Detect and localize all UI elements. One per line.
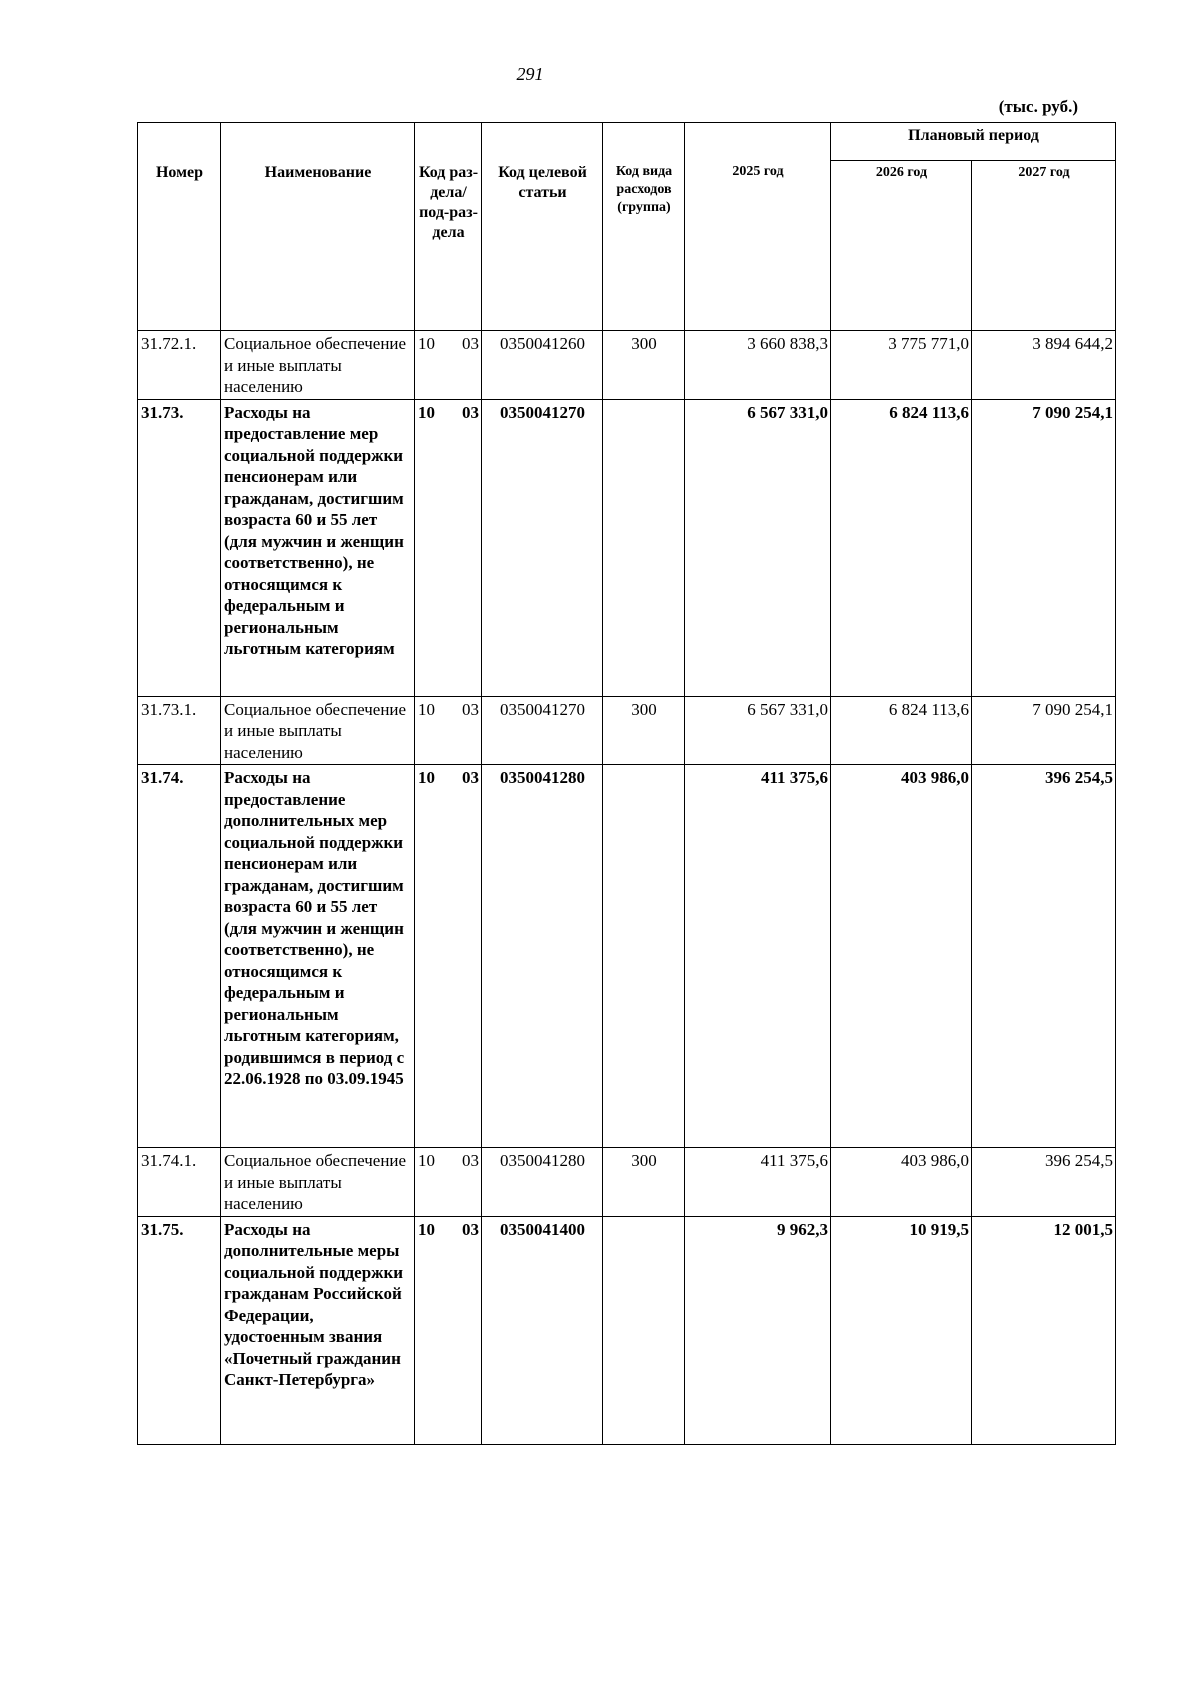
row-target-code: 0350041280 xyxy=(482,765,603,1148)
row-value-2025: 6 567 331,0 xyxy=(685,696,831,765)
row-number: 31.72.1. xyxy=(138,331,221,400)
row-value-2025: 411 375,6 xyxy=(685,1148,831,1217)
row-target-code: 0350041400 xyxy=(482,1216,603,1444)
row-expense-type xyxy=(603,1216,685,1444)
row-name: Социальное обеспечение и иные выплаты населению xyxy=(221,331,415,400)
header-section-code: Код раз-дела/ под-раз-дела xyxy=(415,123,482,331)
header-year-2026: 2026 год xyxy=(831,161,972,331)
row-value-2026: 403 986,0 xyxy=(831,765,972,1148)
row-expense-type: 300 xyxy=(603,331,685,400)
row-section-code xyxy=(415,1148,482,1217)
page-number: 291 xyxy=(516,64,544,84)
header-name: Наименование xyxy=(221,123,415,331)
row-section-code xyxy=(415,1216,482,1444)
row-name: Расходы на дополнительные меры социальной поддержки гражданам Российской Федерации, удостоенным звания «Почетный гражданин Санкт-Петербурга» xyxy=(221,1216,415,1444)
row-number: 31.74.1. xyxy=(138,1148,221,1217)
header-number: Номер xyxy=(138,123,221,331)
row-section: 10 xyxy=(418,1151,435,1170)
row-subsection: 03 xyxy=(462,1219,479,1239)
row-value-2027: 12 001,5 xyxy=(972,1216,1116,1444)
table-row xyxy=(138,765,1116,1148)
row-number: 31.73. xyxy=(138,399,221,696)
table-row xyxy=(138,399,1116,696)
row-section: 10 xyxy=(418,768,435,787)
budget-table xyxy=(137,122,1116,1445)
row-target-code: 0350041260 xyxy=(482,331,603,400)
row-subsection: 03 xyxy=(462,1151,479,1170)
row-section: 10 xyxy=(418,1219,435,1239)
row-value-2025: 6 567 331,0 xyxy=(685,399,831,696)
row-section: 10 xyxy=(418,402,435,422)
row-expense-type xyxy=(603,399,685,696)
row-expense-type: 300 xyxy=(603,696,685,765)
units-label: (тыс. руб.) xyxy=(998,97,1078,116)
row-value-2026: 403 986,0 xyxy=(831,1148,972,1217)
row-section: 10 xyxy=(418,699,435,719)
row-value-2025: 9 962,3 xyxy=(685,1216,831,1444)
header-expense-type: Код вида расходов (группа) xyxy=(603,123,685,331)
header-year-2025: 2025 год xyxy=(685,123,831,331)
row-target-code: 0350041270 xyxy=(482,696,603,765)
row-value-2027: 3 894 644,2 xyxy=(972,331,1116,400)
row-name: Социальное обеспечение и иные выплаты населению xyxy=(221,1148,415,1217)
row-expense-type: 300 xyxy=(603,1148,685,1217)
row-section: 10 xyxy=(418,334,435,353)
row-target-code: 0350041280 xyxy=(482,1148,603,1217)
row-value-2026: 6 824 113,6 xyxy=(831,696,972,765)
row-number: 31.73.1. xyxy=(138,696,221,765)
row-value-2025: 411 375,6 xyxy=(685,765,831,1148)
row-value-2025: 3 660 838,3 xyxy=(685,331,831,400)
table-row xyxy=(138,696,1116,765)
row-section-code xyxy=(415,696,482,765)
table-row xyxy=(138,1216,1116,1444)
row-section-code xyxy=(415,765,482,1148)
row-name: Социальное обеспечение и иные выплаты населению xyxy=(221,696,415,765)
row-value-2026: 10 919,5 xyxy=(831,1216,972,1444)
header-planned-period: Плановый период xyxy=(831,123,1116,161)
row-section-code xyxy=(415,331,482,400)
row-subsection: 03 xyxy=(462,768,479,787)
row-name: Расходы на предоставление дополнительных мер социальной поддержки пенсионерам или гражданам, достигшим возраста 60 и 55 лет (для мужчин и женщин соответственно), не относящимся к федеральным и региональным льготным категориям, родившимся в период с 22.06.1928 по 03.09.1945 xyxy=(221,765,415,1148)
row-value-2026: 3 775 771,0 xyxy=(831,331,972,400)
row-value-2027: 396 254,5 xyxy=(972,1148,1116,1217)
row-subsection: 03 xyxy=(462,699,479,719)
row-section-code xyxy=(415,399,482,696)
header-target-code: Код целевой статьи xyxy=(482,123,603,331)
table-body xyxy=(138,331,1116,1445)
row-number: 31.75. xyxy=(138,1216,221,1444)
row-value-2027: 396 254,5 xyxy=(972,765,1116,1148)
table-row xyxy=(138,1148,1116,1217)
table-row xyxy=(138,331,1116,400)
row-subsection: 03 xyxy=(462,334,479,353)
row-number: 31.74. xyxy=(138,765,221,1148)
table-header xyxy=(138,123,1116,331)
row-subsection: 03 xyxy=(462,402,479,422)
header-year-2027: 2027 год xyxy=(972,161,1116,331)
row-target-code: 0350041270 xyxy=(482,399,603,696)
row-value-2026: 6 824 113,6 xyxy=(831,399,972,696)
row-value-2027: 7 090 254,1 xyxy=(972,696,1116,765)
row-expense-type xyxy=(603,765,685,1148)
row-name: Расходы на предоставление мер социальной поддержки пенсионерам или гражданам, достигшим возраста 60 и 55 лет (для мужчин и женщин соответственно), не относящимся к федеральным и региональным льготным категориям xyxy=(221,399,415,696)
row-value-2027: 7 090 254,1 xyxy=(972,399,1116,696)
